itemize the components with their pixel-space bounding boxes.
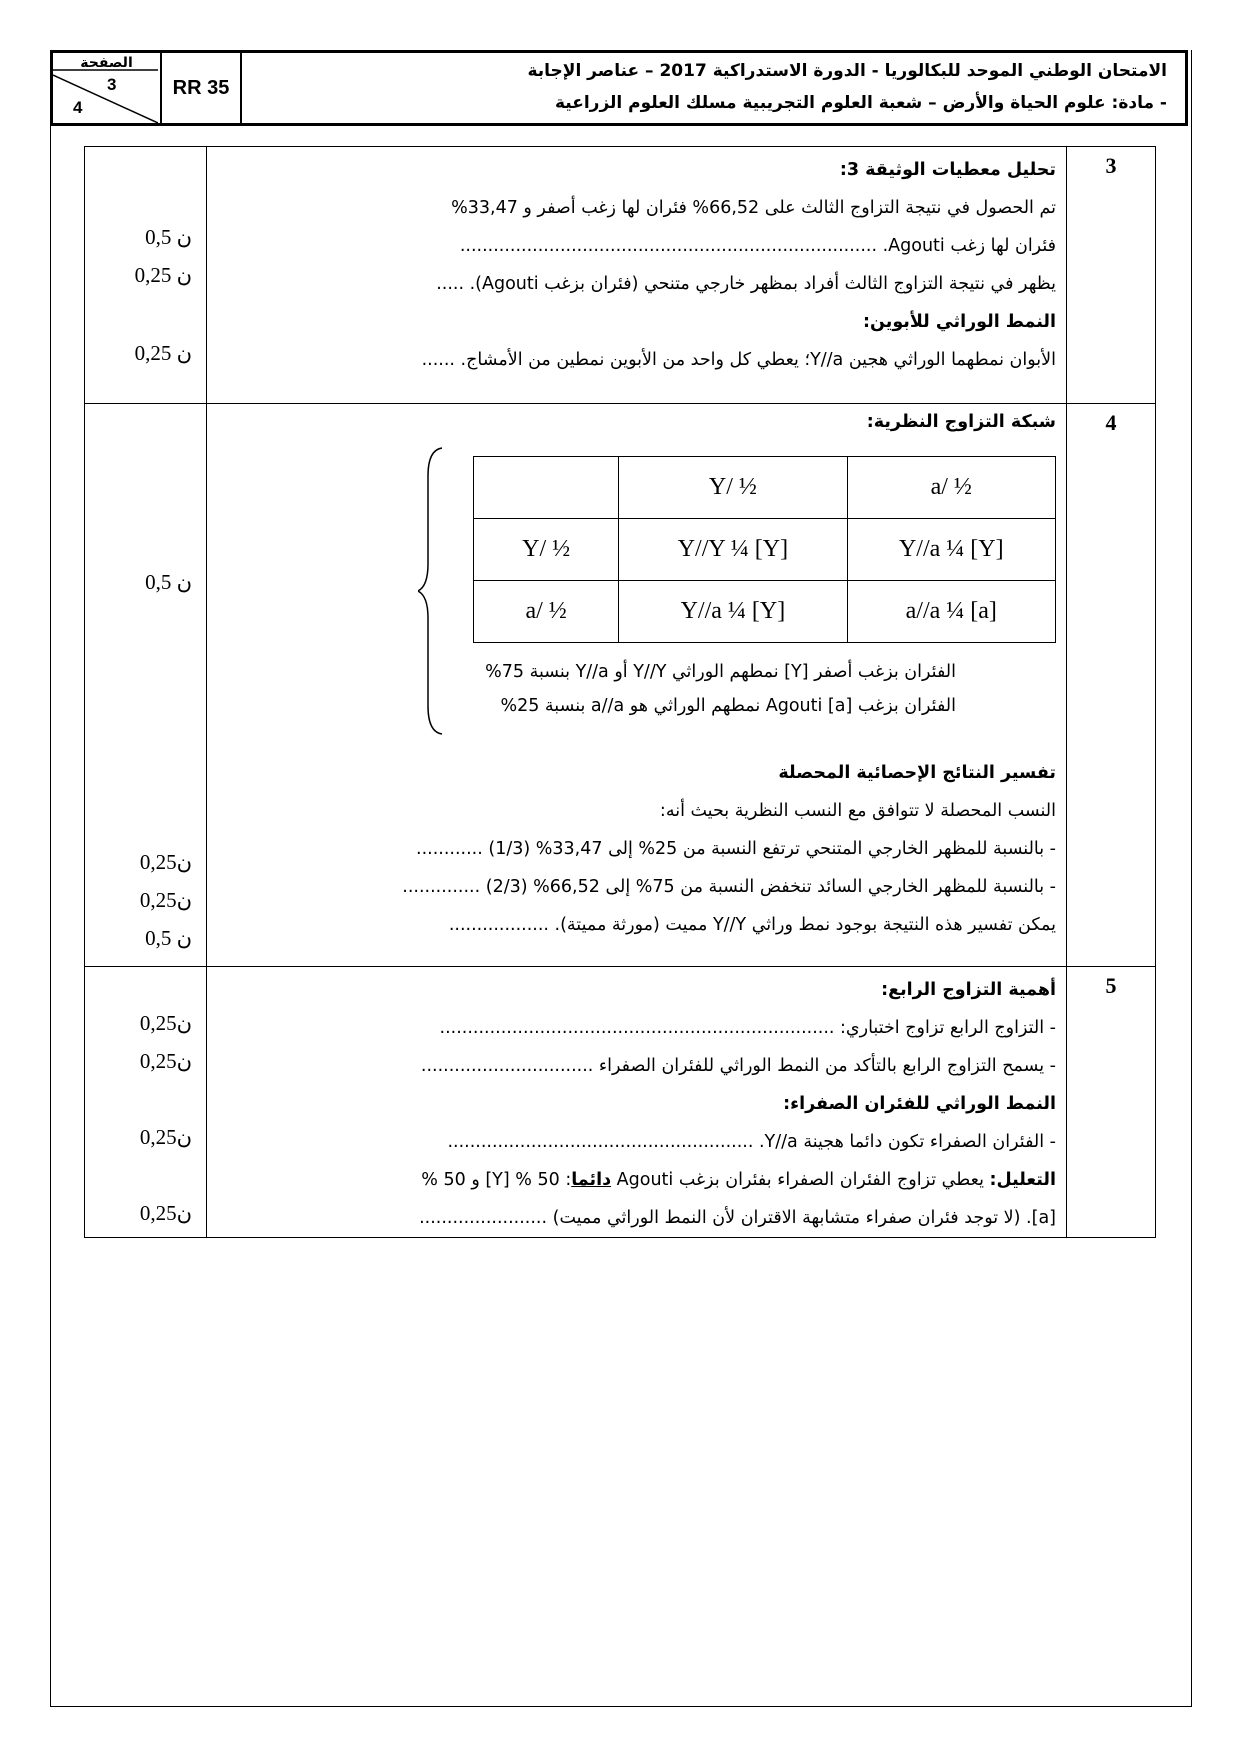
genotype-cell: Y//a ¼ [Y] [619, 581, 847, 643]
question-row-5 [85, 967, 1156, 1238]
page-current: 3 [107, 75, 117, 94]
text-line: - التزاوج الرابع تزاوج اختباري: ....................................................................... [439, 1018, 1056, 1038]
text-line: الأبوان نمطهما الوراثي هجين Y//a؛ يعطي كل واحد من الأبوين نمطين من الأمشاج. ...... [421, 350, 1056, 370]
curly-brace-icon [418, 446, 448, 736]
exam-code: RR 35 [162, 53, 242, 123]
justification-line [213, 1161, 1056, 1199]
points-column [85, 967, 207, 1238]
text-line: تم الحصول في نتيجة التزاوج الثالث على 66,52% فئران لها زغب أصفر و 33,47% [451, 198, 1056, 218]
genotype-cell: Y//a ¼ [Y] [847, 519, 1055, 581]
page-number-box [53, 53, 162, 123]
points: 0,25 ن [134, 263, 192, 287]
points: 0,5 ن [145, 225, 192, 249]
gamete-header: a/ ½ [474, 581, 619, 643]
genotype-cell: Y//Y ¼ [Y] [619, 519, 847, 581]
points-column [85, 404, 207, 967]
points-column [85, 147, 207, 404]
text-line: يظهر في نتيجة التزاوج الثالث أفراد بمظهر خارجي متنحي (فئران بزغب Agouti). ..... [436, 274, 1056, 294]
answer-content [207, 404, 1067, 967]
question-number: 3 [1067, 147, 1156, 404]
section-heading: شبكة التزاوج النظرية: [866, 412, 1056, 432]
question-row-4 [85, 404, 1156, 967]
answer-content [207, 967, 1067, 1238]
points: 0,25ن [139, 1201, 192, 1225]
text-line: - بالنسبة للمظهر الخارجي المتنحي ترتفع النسبة من 25% إلى 33,47% (1/3) ............ [416, 839, 1056, 859]
justification-ratio: : 50 % [Y] و 50 % [421, 1170, 572, 1190]
section-heading: النمط الوراثي للأبوين: [863, 312, 1056, 332]
section-heading: تفسير النتائج الإحصائية المحصلة [778, 763, 1056, 783]
page-total: 4 [73, 98, 83, 117]
text-line: فئران لها زغب Agouti. ........................................................................... [459, 236, 1056, 256]
conclusion-line: الفئران بزغب أصفر [Y] نمطهم الوراثي Y//Y أو Y//a بنسبة 75% [485, 662, 956, 682]
points: 0,25ن [139, 850, 192, 874]
question-number: 5 [1067, 967, 1156, 1238]
gamete-header: a/ ½ [847, 457, 1055, 519]
page-label: الصفحة [80, 55, 133, 71]
genotype-cell: a//a ¼ [a] [847, 581, 1055, 643]
points: 0,25ن [139, 1125, 192, 1149]
points: 0,5 ن [145, 570, 192, 594]
question-number: 4 [1067, 404, 1156, 967]
text-line: - الفئران الصفراء تكون دائما هجينة Y//a. ....................................................... [447, 1132, 1056, 1152]
justification-label: التعليل: [989, 1170, 1056, 1190]
gamete-header: Y/ ½ [619, 457, 847, 519]
section-heading: أهمية التزاوج الرابع: [881, 980, 1056, 1000]
points: 0,25ن [139, 1049, 192, 1073]
punnett-square-area [213, 436, 1056, 754]
text-line: - بالنسبة للمظهر الخارجي السائد تنخفض النسبة من 75% إلى 66,52% (2/3) .............. [402, 877, 1056, 897]
question-row-3 [85, 147, 1156, 404]
header [50, 50, 1188, 126]
points: 0,5 ن [145, 926, 192, 950]
gamete-header: Y/ ½ [474, 519, 619, 581]
points: 0,25ن [139, 888, 192, 912]
text-line: [a]. (لا توجد فئران صفراء متشابهة الاقتران لأن النمط الوراثي مميت) ....................... [419, 1208, 1056, 1228]
conclusion-line: الفئران بزغب Agouti [a] نمطهم الوراثي هو a//a بنسبة 25% [500, 696, 956, 716]
answer-table [84, 146, 1156, 1238]
section-heading: تحليل معطيات الوثيقة 3: [839, 160, 1056, 180]
title-line-1: الامتحان الوطني الموحد للبكالوريا - الدورة الاستدراكية 2017 – عناصر الإجابة [527, 61, 1167, 81]
justification-text: يعطي تزاوج الفئران الصفراء بفئران بزغب Agouti [611, 1170, 990, 1190]
corner-cell [474, 457, 619, 519]
points: 0,25ن [139, 1011, 192, 1035]
title-line-2: - مادة: علوم الحياة والأرض – شعبة العلوم التجريبية مسلك العلوم الزراعية [554, 93, 1167, 113]
text-line: النسب المحصلة لا تتوافق مع النسب النظرية بحيث أنه: [659, 801, 1056, 821]
answer-content [207, 147, 1067, 404]
points: 0,25 ن [134, 341, 192, 365]
exam-title [242, 53, 1185, 123]
text-line: - يسمح التزاوج الرابع بالتأكد من النمط الوراثي للفئران الصفراء ............................... [420, 1056, 1056, 1076]
text-line: يمكن تفسير هذه النتيجة بوجود نمط وراثي Y//Y مميت (مورثة مميتة). .................. [448, 915, 1056, 935]
punnett-square [473, 456, 1056, 643]
always-word: دائما [571, 1170, 612, 1190]
section-heading: النمط الوراثي للفئران الصفراء: [783, 1094, 1056, 1114]
